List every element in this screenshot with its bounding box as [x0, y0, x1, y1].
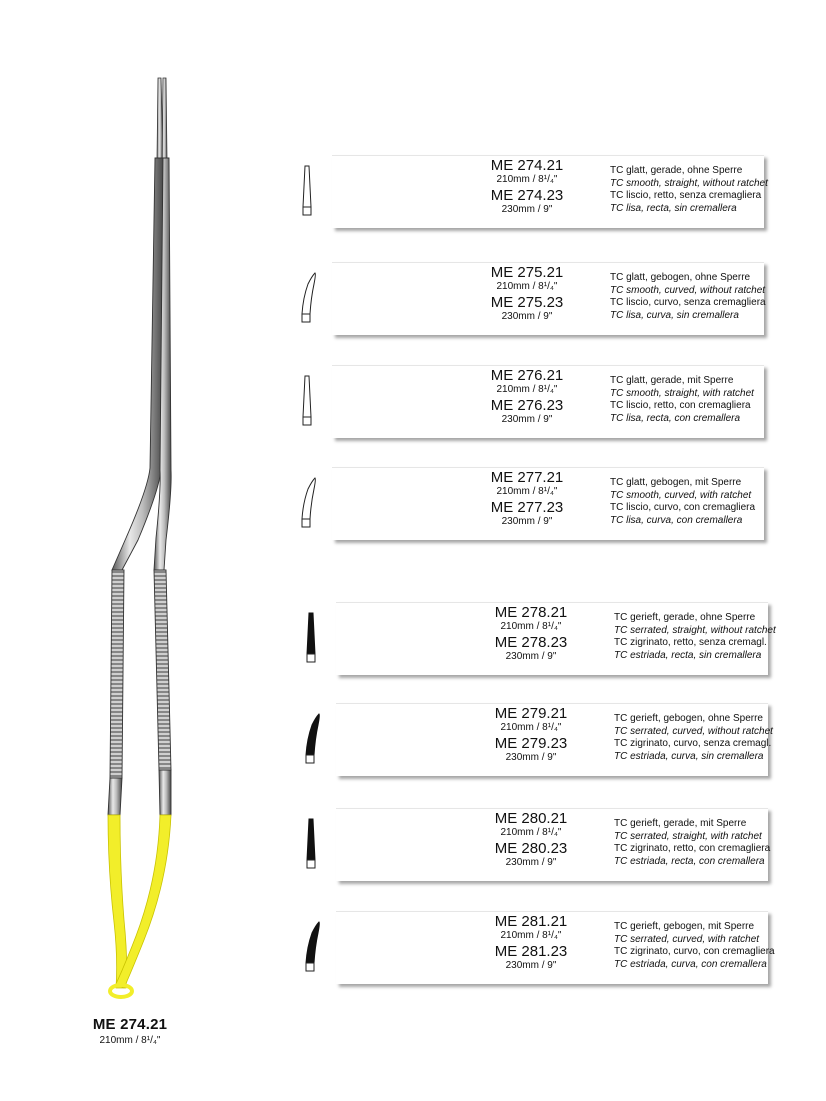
description-german: TC glatt, gebogen, ohne Sperre	[610, 272, 751, 283]
description-spanish: TC lisa, recta, con cremallera	[610, 412, 741, 424]
product-panel	[336, 911, 775, 984]
product-size: 210mm / 8¹/₄"	[496, 281, 558, 292]
product-description	[610, 272, 810, 322]
product-row	[296, 365, 776, 437]
product-description	[614, 713, 814, 763]
product-code: ME 280.21	[494, 810, 568, 827]
product-size: 210mm / 8¹/₄"	[496, 486, 558, 497]
product-size: 210mm / 8¹/₄"	[500, 722, 562, 733]
description-english: TC smooth, curved, without ratchet	[610, 284, 766, 296]
product-row	[296, 467, 776, 539]
product-codes	[452, 264, 602, 324]
description-english: TC smooth, straight, without ratchet	[610, 177, 768, 189]
product-size: 210mm / 8¹/₄"	[496, 384, 558, 395]
description-italian: TC liscio, retto, con cremagliera	[610, 400, 751, 411]
description-spanish: TC lisa, recta, sin cremallera	[610, 202, 737, 214]
product-size: 230mm / 9"	[505, 857, 557, 868]
product-panel	[336, 703, 773, 776]
description-italian: TC liscio, curvo, senza cremagliera	[610, 297, 766, 308]
product-size: 230mm / 9"	[505, 752, 557, 763]
product-code: ME 274.21	[490, 157, 564, 174]
serrated-curved-tip-icon	[300, 919, 322, 975]
product-size: 210mm / 8¹/₄"	[500, 621, 562, 632]
description-spanish: TC lisa, curva, con cremallera	[610, 514, 743, 526]
product-code: ME 278.21	[494, 604, 568, 621]
product-row	[296, 262, 776, 334]
smooth-curved-tip-icon	[296, 475, 318, 531]
description-spanish: TC lisa, curva, sin cremallera	[610, 309, 739, 321]
main-instrument-code: ME 274.21	[92, 1016, 168, 1033]
description-english: TC smooth, curved, with ratchet	[610, 489, 752, 501]
yellow-handle-left	[108, 815, 127, 988]
product-description	[614, 921, 814, 971]
product-size: 230mm / 9"	[501, 414, 553, 425]
product-code: ME 281.21	[494, 913, 568, 930]
description-spanish: TC estriada, recta, sin cremallera	[614, 649, 762, 661]
description-german: TC glatt, gebogen, mit Sperre	[610, 477, 742, 488]
smooth-straight-tip-icon	[296, 163, 318, 219]
product-description	[610, 165, 810, 215]
description-spanish: TC estriada, curva, con cremallera	[614, 958, 767, 970]
product-code: ME 275.23	[490, 294, 564, 311]
description-spanish: TC estriada, recta, con cremallera	[614, 855, 765, 867]
product-row	[300, 703, 780, 775]
product-panel	[332, 262, 764, 335]
product-codes	[456, 913, 606, 973]
product-size: 230mm / 9"	[501, 204, 553, 215]
description-italian: TC liscio, retto, senza cremagliera	[610, 190, 762, 201]
product-code: ME 276.23	[490, 397, 564, 414]
product-description	[614, 818, 814, 868]
product-size: 210mm / 8¹/₄"	[500, 930, 562, 941]
product-row	[300, 911, 780, 983]
description-italian: TC zigrinato, curvo, senza cremagl.	[614, 738, 772, 749]
product-size: 230mm / 9"	[505, 960, 557, 971]
product-description	[614, 612, 814, 662]
description-italian: TC liscio, curvo, con cremagliera	[610, 502, 756, 513]
serrated-straight-tip-icon	[300, 816, 322, 872]
product-code: ME 279.23	[494, 735, 568, 752]
serrated-straight-tip-icon	[300, 610, 322, 666]
description-german: TC gerieft, gebogen, mit Sperre	[614, 921, 755, 932]
product-size: 230mm / 9"	[505, 651, 557, 662]
description-english: TC serrated, curved, with ratchet	[614, 933, 760, 945]
product-panel	[332, 467, 764, 540]
product-code: ME 279.21	[494, 705, 568, 722]
smooth-curved-tip-icon	[296, 270, 318, 326]
product-code: ME 276.21	[490, 367, 564, 384]
product-code: ME 281.23	[494, 943, 568, 960]
needle-holder-illustration	[40, 70, 230, 1010]
product-row	[300, 602, 780, 674]
product-panel	[336, 808, 771, 881]
product-codes	[452, 157, 602, 217]
product-row	[300, 808, 780, 880]
description-german: TC gerieft, gerade, mit Sperre	[614, 818, 747, 829]
product-code: ME 277.21	[490, 469, 564, 486]
product-size: 210mm / 8¹/₄"	[500, 827, 562, 838]
description-english: TC serrated, curved, without ratchet	[614, 725, 773, 737]
product-size: 230mm / 9"	[501, 311, 553, 322]
description-german: TC gerieft, gebogen, ohne Sperre	[614, 713, 763, 724]
product-size: 210mm / 8¹/₄"	[496, 174, 558, 185]
description-english: TC serrated, straight, without ratchet	[614, 624, 776, 636]
product-code: ME 275.21	[490, 264, 564, 281]
description-english: TC smooth, straight, with ratchet	[610, 387, 754, 399]
product-code: ME 278.23	[494, 634, 568, 651]
product-description	[610, 477, 810, 527]
product-description	[610, 375, 810, 425]
description-german: TC glatt, gerade, ohne Sperre	[610, 165, 743, 176]
description-spanish: TC estriada, curva, sin cremallera	[614, 750, 764, 762]
description-english: TC serrated, straight, with ratchet	[614, 830, 762, 842]
product-codes	[456, 810, 606, 870]
description-italian: TC zigrinato, curvo, con cremagliera	[614, 946, 775, 957]
main-instrument-size: 210mm / 8¹/₄"	[99, 1035, 161, 1046]
serrated-curved-tip-icon	[300, 711, 322, 767]
description-italian: TC zigrinato, retto, con cremagliera	[614, 843, 771, 854]
product-panel	[336, 602, 776, 675]
product-codes	[452, 469, 602, 529]
main-instrument-caption	[60, 1016, 200, 1046]
product-codes	[456, 705, 606, 765]
product-panel	[332, 365, 764, 438]
product-code: ME 277.23	[490, 499, 564, 516]
product-code: ME 280.23	[494, 840, 568, 857]
product-code: ME 274.23	[490, 187, 564, 204]
product-panel	[332, 155, 768, 228]
description-italian: TC zigrinato, retto, senza cremagl.	[614, 637, 767, 648]
product-codes	[456, 604, 606, 664]
smooth-straight-tip-icon	[296, 373, 318, 429]
product-codes	[452, 367, 602, 427]
description-german: TC glatt, gerade, mit Sperre	[610, 375, 734, 386]
product-row	[296, 155, 776, 227]
description-german: TC gerieft, gerade, ohne Sperre	[614, 612, 756, 623]
product-size: 230mm / 9"	[501, 516, 553, 527]
